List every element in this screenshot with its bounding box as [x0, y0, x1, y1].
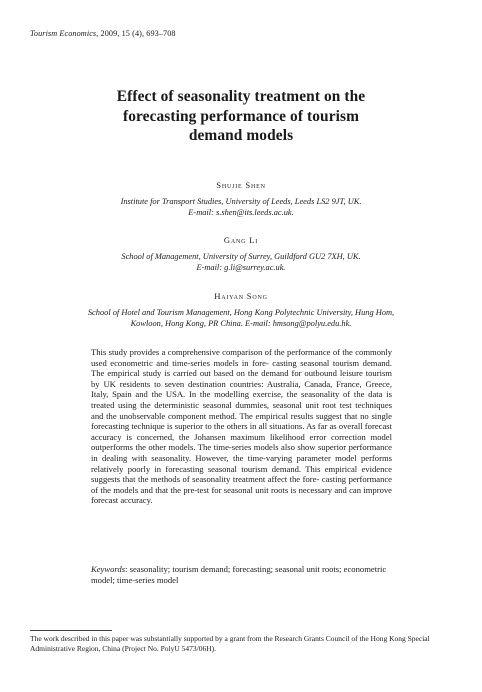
author-name: Shujie Shen	[216, 180, 266, 190]
journal-volume-pages: , 2009, 15 (4), 693–708	[96, 29, 176, 38]
affiliation-line: Kowloon, Hong Kong, PR China. E-mail: hmsong@polyu.edu.hk.	[130, 319, 352, 329]
title-line: forecasting performance of tourism	[122, 107, 360, 125]
author-name: Gang Li	[223, 235, 259, 245]
author-name: Haiyan Song	[214, 291, 268, 301]
author-email: E-mail: s.shen@its.leeds.ac.uk.	[188, 208, 294, 218]
affiliation-line: School of Hotel and Tourism Management, Hong Kong Polytechnic University, Hung Hom,	[87, 308, 395, 317]
funding-footnote: The work described in this paper was substantially supported by a grant from the Research Grants Council of the Hong Kong Special Administrative Region, China (Project No. PolyU 5473/06H).	[30, 634, 430, 654]
paper-title	[40, 87, 442, 146]
author-email: E-mail: g.li@surrey.ac.uk.	[196, 263, 286, 273]
title-line: Effect of seasonality treatment on the	[116, 88, 366, 105]
journal-citation	[30, 29, 176, 38]
keywords	[91, 564, 392, 586]
author-affiliation	[28, 251, 454, 274]
author-affiliation	[28, 307, 454, 330]
abstract: This study provides a comprehensive comparison of the performance of the commonly used econometric and time-series models in fore- casting seasonal tourism demand. The empirical study is carried out based on the demand for outbound leisure tourism by UK residents to seven destination countries: Australia, Canada, France, Greece, Italy, Spain and the USA. In the modelling exercise, the seasonality of the data is treated using the deterministic seasonal dummies, seasonal unit root test techniques and the unobservable component method. The empirical results suggest that no single forecasting technique is superior to the others in all situations. As far as overall forecast accuracy is concerned, the Johansen maximum likelihood error correction model outperforms the other models. The time-series models also show superior performance in dealing with seasonality. However, the time-varying parameter model performs relatively poorly in forecasting seasonal tourism demand. This empirical evidence suggests that the methods of seasonality treatment affect the fore- casting performance of the models and that the pre-test for seasonal unit roots is necessary and can improve forecast accuracy.	[91, 347, 392, 506]
journal-name: Tourism Economics	[30, 29, 97, 38]
affiliation-line: Institute for Transport Studies, University of Leeds, Leeds LS2 9JT, UK.	[120, 197, 362, 206]
keywords-list: : seasonality; tourism demand; forecasting; seasonal unit roots; econometric model; time-series model	[91, 564, 387, 585]
footnote-rule	[30, 630, 112, 631]
author-affiliation	[28, 196, 454, 219]
affiliation-line: School of Management, University of Surrey, Guildford GU2 7XH, UK.	[121, 252, 361, 261]
title-line: demand models	[188, 127, 294, 144]
keywords-label: Keywords	[91, 564, 126, 574]
